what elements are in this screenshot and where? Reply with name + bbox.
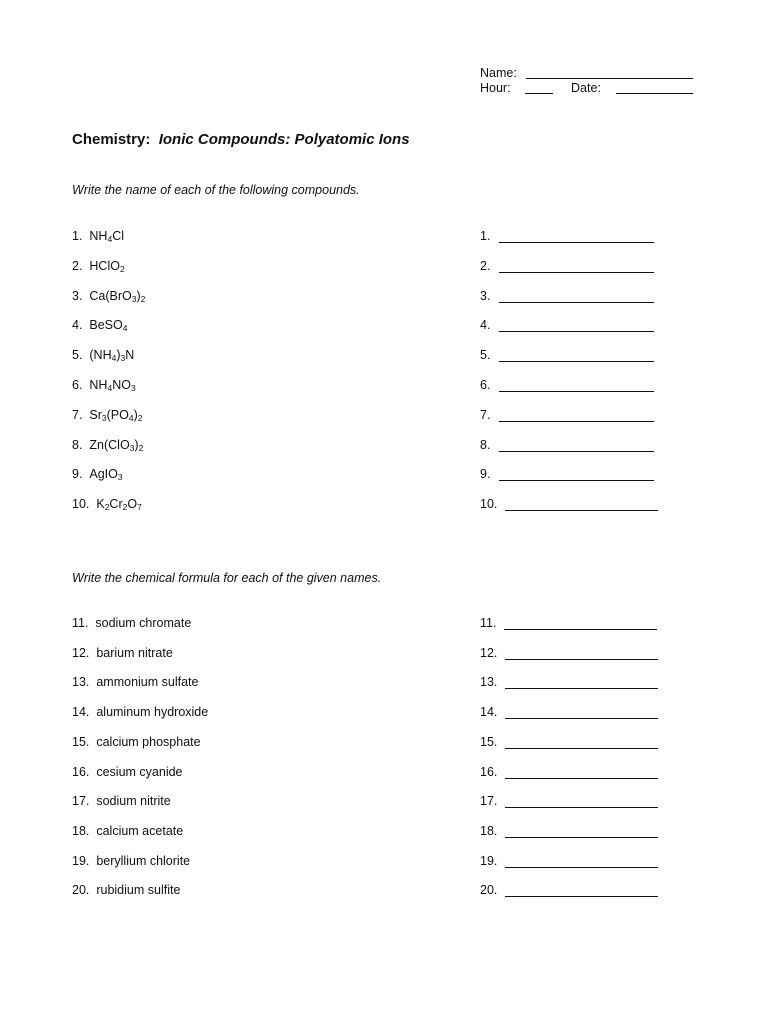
question-number: 5. (72, 348, 83, 363)
answer-blank[interactable] (499, 349, 654, 362)
answer-number: 12. (480, 645, 498, 660)
answer-number: 8. (480, 437, 491, 452)
question-number: 1. (72, 229, 83, 243)
compound-name: barium nitrate (96, 645, 173, 660)
answer-item (480, 229, 654, 243)
compound-name: ammonium sulfate (96, 675, 199, 690)
answer-blank[interactable] (499, 260, 654, 273)
compound-formula: $K_2Cr_2O_7$ (96, 497, 142, 513)
answer-item (480, 765, 658, 779)
answer-item (480, 824, 658, 838)
answer-blank[interactable] (499, 230, 654, 243)
question-item (72, 765, 183, 779)
compound-name: cesium cyanide (96, 764, 183, 779)
question-number: 4. (72, 318, 83, 333)
compound-formula: $Ca(BrO_3)_2$ (89, 288, 146, 304)
compound-name: sodium nitrite (96, 794, 171, 809)
answer-number: 10. (480, 497, 498, 512)
answer-blank[interactable] (499, 468, 654, 481)
answer-item (480, 378, 654, 392)
section2-instruction: Write the chemical formula for each of the given names. (72, 571, 382, 585)
question-item (72, 259, 125, 273)
question-item (72, 824, 183, 838)
answer-item (480, 735, 658, 749)
date-field[interactable] (616, 93, 693, 94)
compound-formula: BeSO$_4$ (89, 318, 128, 334)
question-item (72, 883, 180, 897)
compound-name: aluminum hydroxide (96, 705, 209, 720)
page-title (72, 131, 410, 148)
question-number: 15. (72, 734, 90, 749)
answer-number: 4. (480, 318, 491, 333)
answer-number: 13. (480, 675, 498, 690)
answer-item (480, 497, 658, 511)
question-item (72, 467, 123, 481)
question-item (72, 616, 191, 630)
question-number: 16. (72, 764, 90, 779)
answer-item (480, 675, 658, 689)
question-item (72, 854, 190, 868)
answer-blank[interactable] (499, 409, 654, 422)
question-number: 14. (72, 705, 90, 720)
answer-number: 17. (480, 794, 498, 809)
answer-blank[interactable] (505, 676, 658, 689)
answer-blank[interactable] (505, 766, 658, 779)
title-subject: Chemistry: (72, 131, 151, 148)
answer-item (480, 646, 658, 660)
answer-blank[interactable] (499, 319, 654, 332)
answer-number: 19. (480, 853, 498, 868)
answer-blank[interactable] (505, 795, 658, 808)
question-number: 11. (72, 616, 89, 630)
answer-number: 16. (480, 764, 498, 779)
question-number: 3. (72, 288, 83, 303)
answer-blank[interactable] (499, 290, 654, 303)
answer-item (480, 616, 657, 630)
answer-item (480, 794, 658, 808)
answer-item (480, 438, 654, 452)
compound-formula: $NH_4Cl$ (89, 229, 124, 244)
hour-label: Hour: (480, 81, 511, 95)
question-number: 7. (72, 407, 83, 422)
question-number: 6. (72, 378, 83, 392)
answer-number: 1. (480, 229, 491, 243)
question-item (72, 646, 173, 660)
compound-name: calcium acetate (96, 823, 184, 838)
answer-number: 14. (480, 705, 498, 720)
question-item (72, 348, 134, 362)
question-number: 19. (72, 853, 90, 868)
compound-formula: HClO$_2$ (89, 258, 125, 274)
question-item (72, 794, 171, 808)
question-number: 12. (72, 645, 90, 660)
answer-blank[interactable] (505, 647, 658, 660)
answer-number: 20. (480, 883, 498, 898)
compound-name: calcium phosphate (96, 734, 201, 749)
answer-blank[interactable] (505, 825, 658, 838)
answer-item (480, 289, 654, 303)
answer-number: 11. (480, 616, 497, 630)
question-item (72, 289, 145, 303)
compound-formula: $NH_4NO_3$ (89, 378, 136, 393)
answer-number: 5. (480, 348, 491, 363)
date-label: Date: (571, 81, 601, 95)
compound-formula: $Sr_3(PO_4)_2$ (89, 407, 143, 423)
answer-item (480, 318, 654, 332)
question-number: 10. (72, 497, 90, 512)
answer-item (480, 705, 658, 719)
answer-item (480, 348, 654, 362)
answer-blank[interactable] (505, 884, 658, 897)
answer-blank[interactable] (505, 498, 658, 511)
section1-instruction: Write the name of each of the following compounds. (72, 183, 360, 197)
question-number: 13. (72, 675, 90, 690)
question-item (72, 705, 208, 719)
compound-formula: $Zn(ClO_3)_2$ (89, 437, 144, 453)
answer-number: 6. (480, 378, 491, 392)
answer-item (480, 467, 654, 481)
question-item (72, 378, 136, 392)
compound-name: sodium chromate (95, 616, 192, 630)
compound-name: beryllium chlorite (96, 853, 191, 868)
question-number: 9. (72, 467, 83, 482)
question-number: 18. (72, 823, 90, 838)
answer-number: 9. (480, 467, 491, 482)
question-number: 2. (72, 258, 83, 273)
question-item (72, 318, 127, 332)
answer-item (480, 259, 654, 273)
compound-formula: $(NH_4)_3N$ (89, 348, 135, 364)
name-field[interactable] (526, 78, 693, 79)
question-item (72, 438, 143, 452)
question-item (72, 735, 201, 749)
question-item (72, 675, 198, 689)
question-number: 8. (72, 437, 83, 452)
answer-blank[interactable] (505, 736, 658, 749)
name-label: Name: (480, 66, 517, 80)
compound-name: rubidium sulfite (96, 883, 181, 898)
answer-item (480, 883, 658, 897)
answer-number: 18. (480, 823, 498, 838)
hour-field[interactable] (525, 93, 553, 94)
question-item (72, 229, 124, 243)
answer-blank[interactable] (505, 706, 658, 719)
question-number: 17. (72, 794, 90, 809)
answer-blank[interactable] (504, 617, 657, 630)
answer-blank[interactable] (499, 379, 654, 392)
answer-item (480, 854, 658, 868)
answer-item (480, 408, 654, 422)
answer-number: 7. (480, 407, 491, 422)
answer-number: 15. (480, 734, 498, 749)
question-item (72, 408, 143, 422)
answer-blank[interactable] (505, 855, 658, 868)
title-topic: Ionic Compounds: Polyatomic Ions (158, 131, 410, 148)
compound-formula: AgIO$_3$ (89, 467, 123, 483)
answer-number: 2. (480, 258, 491, 273)
answer-blank[interactable] (499, 439, 654, 452)
answer-number: 3. (480, 288, 491, 303)
question-item (72, 497, 142, 511)
question-number: 20. (72, 883, 90, 898)
